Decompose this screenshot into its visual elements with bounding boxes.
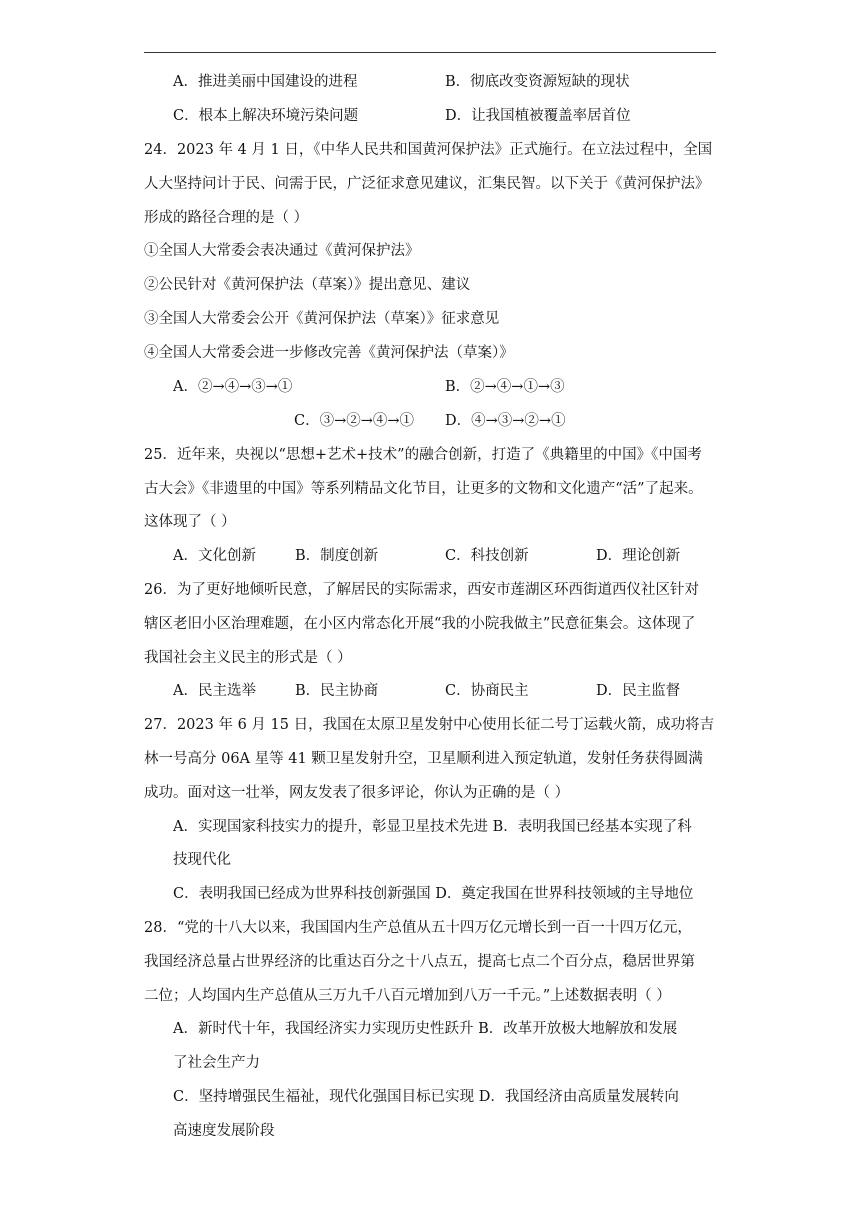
question-stem-line: 24．2023 年 4 月 1 日，《中华人民共和国黄河保护法》正式施行。在立法过程中，全国 — [144, 142, 713, 158]
option-line: 了社会生产力 — [173, 1055, 260, 1071]
q24-option-c: C．③→②→④→① — [294, 413, 415, 429]
q25-option-c: C．科技创新 — [445, 548, 529, 564]
option-line: 高速度发展阶段 — [173, 1123, 275, 1139]
q26-option-c: C．协商民主 — [445, 683, 529, 699]
q23-option-d: D．让我国植被覆盖率居首位 — [445, 108, 631, 124]
q25-option-d: D．理论创新 — [596, 548, 681, 564]
option-line: A．新时代十年，我国经济实力实现历史性跃升 B．改革开放极大地解放和发展 — [173, 1021, 678, 1037]
option-line: 技现代化 — [173, 852, 231, 868]
q26-option-a: A．民主选举 — [173, 683, 256, 699]
q26-option-b: B．民主协商 — [295, 683, 379, 699]
question-stem-line: 林一号高分 06A 星等 41 颗卫星发射升空，卫星顺利进入预定轨道，发射任务获得圆满 — [144, 751, 703, 767]
question-stem-line: 二位；人均国内生产总值从三万九千八百元增加到八万一千元。”上述数据表明（ ） — [144, 988, 671, 1004]
option-line: C．表明我国已经成为世界科技创新强国 D．奠定我国在世界科技领域的主导地位 — [173, 886, 694, 902]
q25-option-b: B．制度创新 — [295, 548, 379, 564]
question-stem-line: 辖区老旧小区治理难题，在小区内常态化开展“我的小院我做主”民意征集会。这体现了 — [144, 616, 696, 632]
option-line: C．坚持增强民生福祉，现代化强国目标已实现 D．我国经济由高质量发展转向 — [173, 1089, 679, 1105]
question-stem-line: 古大会》《非遗里的中国》等系列精品文化节目，让更多的文物和文化遗产“活”了起来。 — [144, 481, 703, 497]
q23-option-c: C．根本上解决环境污染问题 — [173, 108, 359, 124]
q23-option-a: A．推进美丽中国建设的进程 — [173, 74, 358, 90]
q26-option-d: D．民主监督 — [596, 683, 681, 699]
question-stem-line: 这体现了（ ） — [144, 514, 236, 530]
q25-option-a: A．文化创新 — [173, 548, 256, 564]
question-stem-line: 成功。面对这一壮举，网友发表了很多评论，你认为正确的是（ ） — [144, 785, 570, 801]
q24-option-a: A．②→④→③→① — [173, 379, 293, 395]
statement-item: ④全国人大常委会进一步修改完善《黄河保护法（草案）》 — [144, 345, 514, 361]
statement-item: ①全国人大常委会表决通过《黄河保护法》 — [144, 243, 420, 259]
question-stem-line: 26．为了更好地倾听民意，了解居民的实际需求，西安市莲湖区环西街道西仪社区针对 — [144, 582, 699, 598]
q24-option-d: D．④→③→②→① — [445, 413, 566, 429]
q24-option-b: B．②→④→①→③ — [445, 379, 565, 395]
question-stem-line: 人大坚持问计于民、问需于民，广泛征求意见建议，汇集民智。以下关于《黄河保护法》 — [144, 176, 710, 192]
question-stem-line: 形成的路径合理的是（ ） — [144, 210, 309, 226]
q23-option-b: B．彻底改变资源短缺的现状 — [445, 74, 630, 90]
question-stem-line: 27．2023 年 6 月 15 日，我国在太原卫星发射中心使用长征二号丁运载火箭，成功将吉 — [144, 717, 715, 733]
question-stem-line: 我国经济总量占世界经济的比重达百分之十八点五，提高七点二个百分点，稳居世界第 — [144, 954, 695, 970]
question-stem-line: 我国社会主义民主的形式是（ ） — [144, 650, 352, 666]
header-rule — [144, 52, 716, 53]
option-line: A．实现国家科技实力的提升，彰显卫星技术先进 B．表明我国已经基本实现了科 — [173, 819, 692, 835]
question-stem-line: 28．“党的十八大以来，我国国内生产总值从五十四万亿元增长到一百一十四万亿元， — [144, 920, 692, 936]
statement-item: ③全国人大常委会公开《黄河保护法（草案）》征求意见 — [144, 311, 500, 327]
question-stem-line: 25．近年来，央视以“思想+艺术+技术”的融合创新，打造了《典籍里的中国》《中国考 — [144, 447, 702, 463]
statement-item: ②公民针对《黄河保护法（草案）》提出意见、建议 — [144, 277, 471, 293]
